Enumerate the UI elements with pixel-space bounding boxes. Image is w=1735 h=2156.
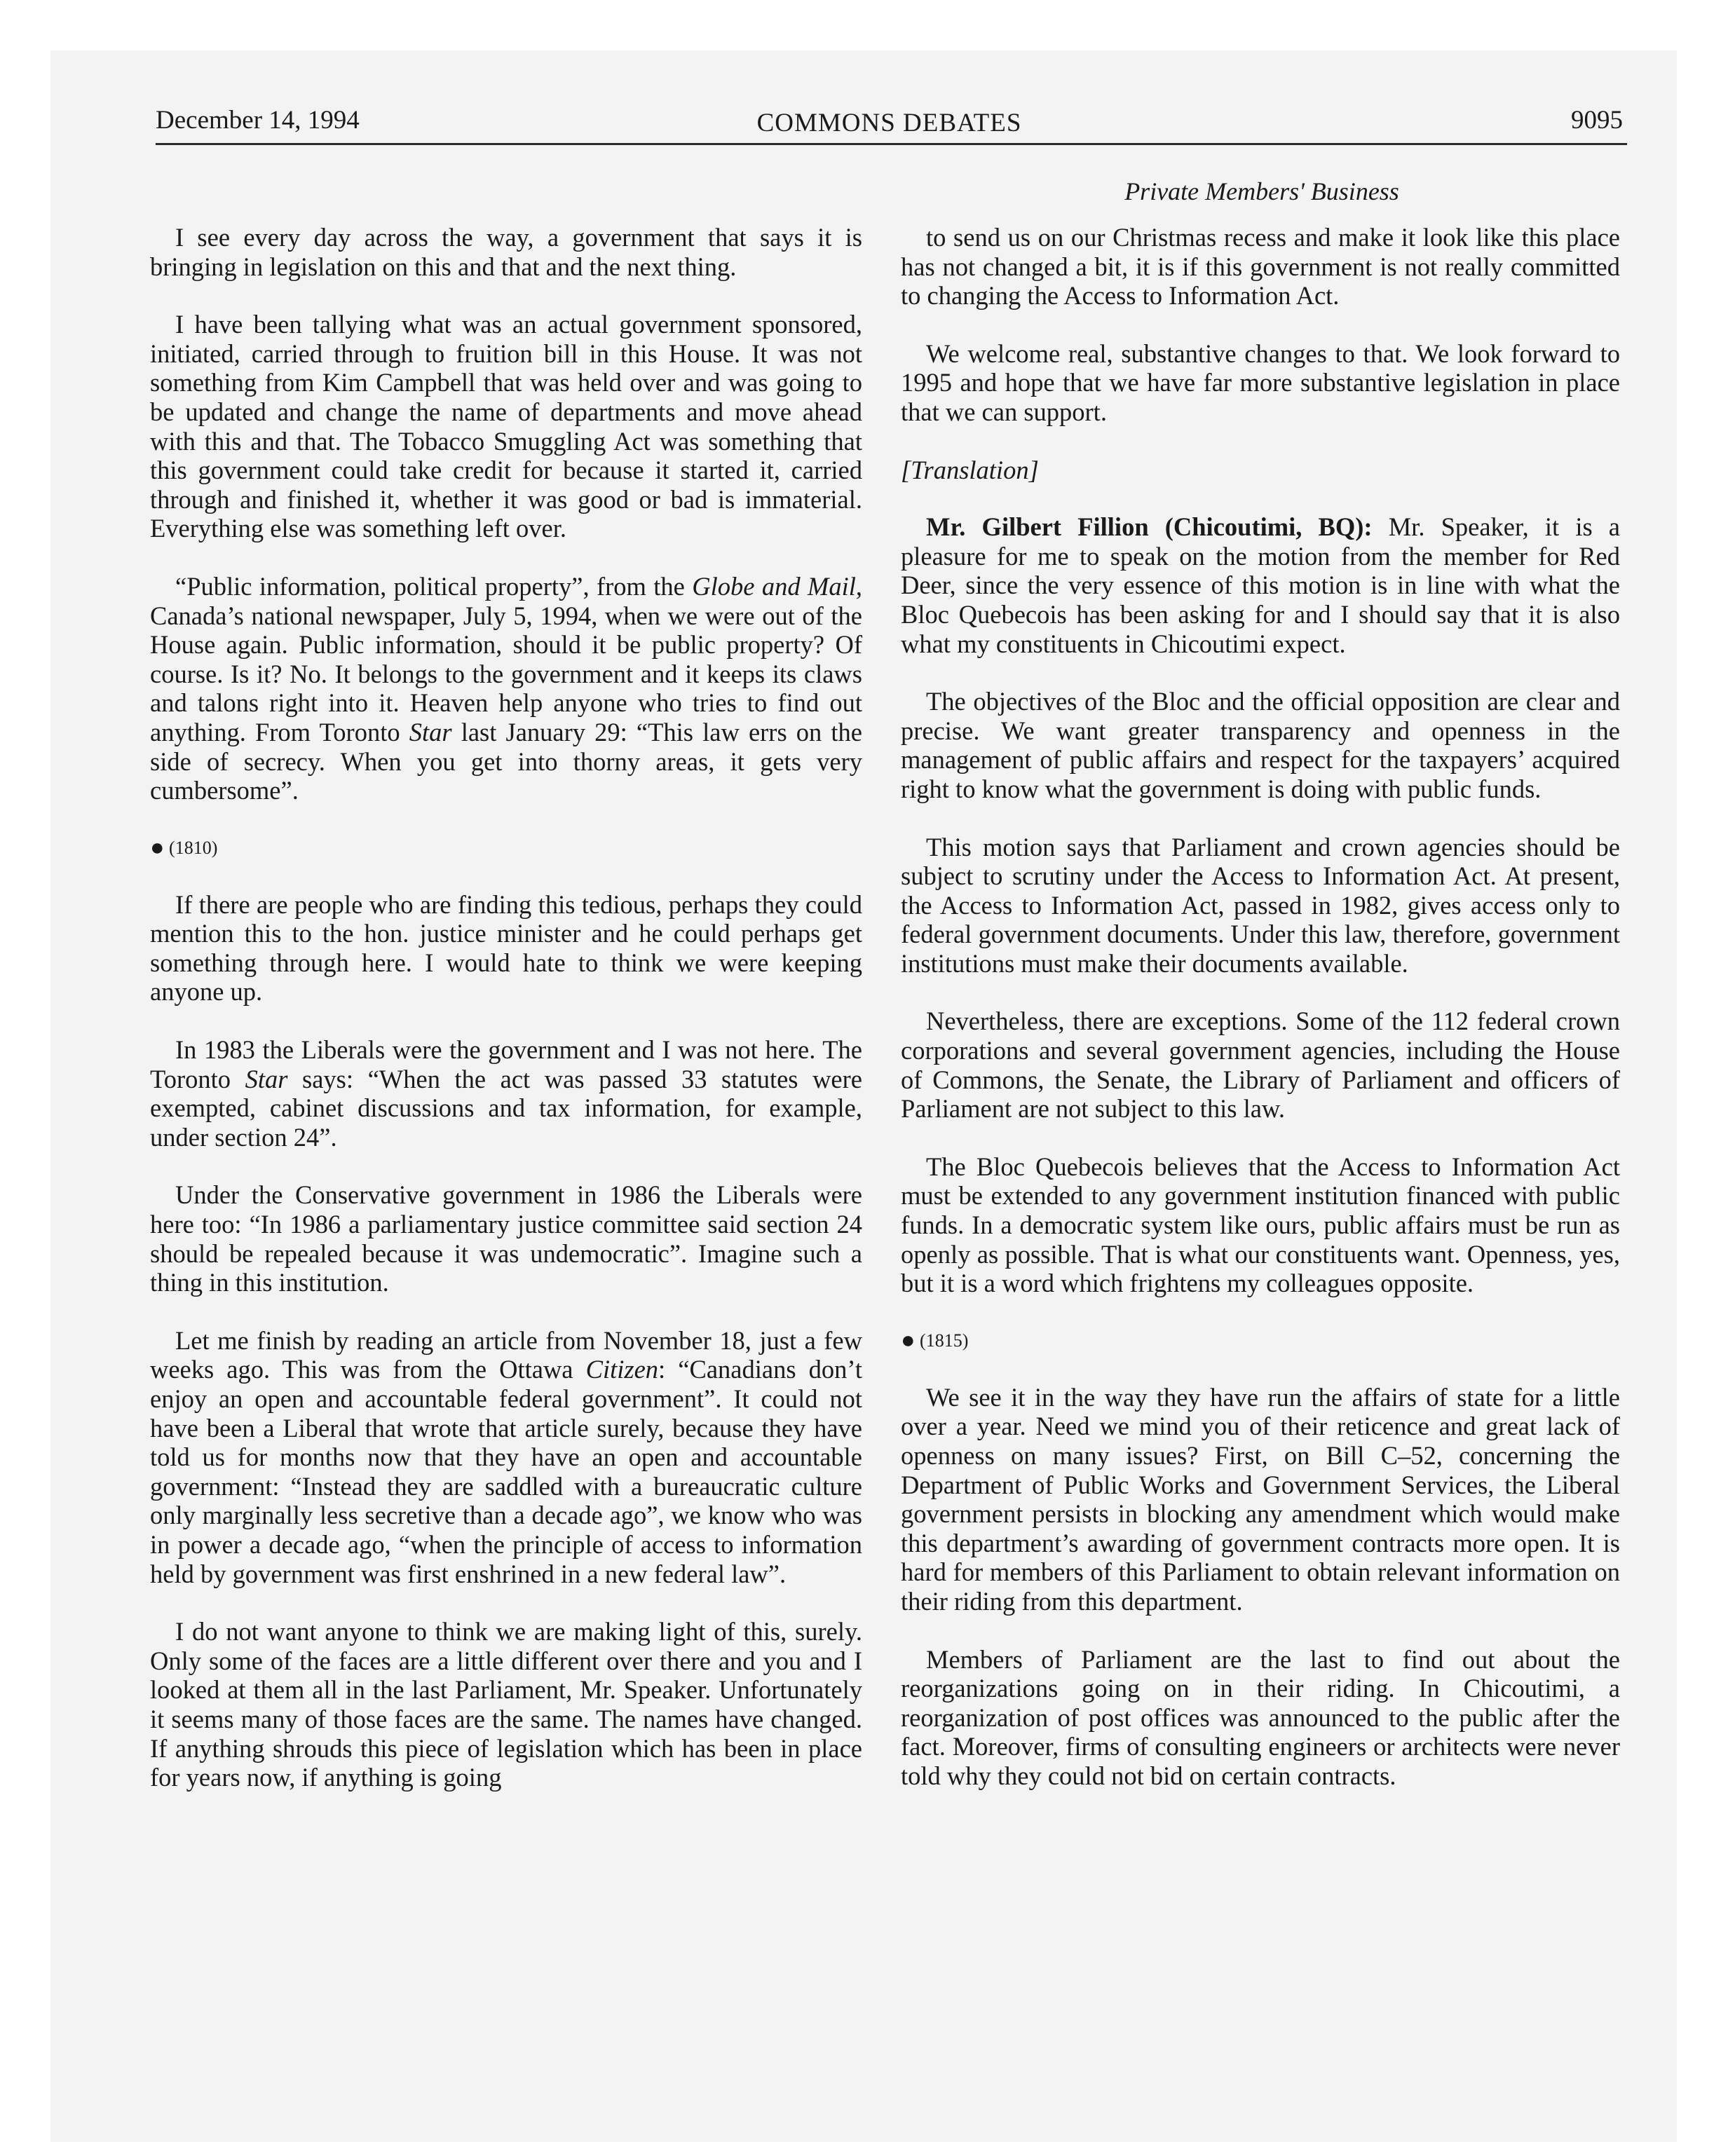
left-column xyxy=(150,223,862,1821)
paragraph xyxy=(150,1326,862,1588)
paragraph xyxy=(150,572,862,805)
text-run: “Public information, political property”, from the xyxy=(175,571,693,601)
bullet-icon: ● xyxy=(901,1327,916,1353)
time-marker xyxy=(901,1327,1620,1355)
paragraph xyxy=(150,1035,862,1152)
paragraph: to send us on our Christmas recess and make it look like this place has not changed a bit, it is if this government is not really committed to changing the Access to Information Act. xyxy=(901,223,1620,311)
text-run: last January 29: “This law errs on the side of secrecy. When you get into thorny areas, it gets very cumbersome”. xyxy=(150,717,863,805)
header-title: COMMONS DEBATES xyxy=(756,109,1022,137)
right-column xyxy=(901,223,1620,1820)
time-marker-label: (1810) xyxy=(169,837,218,858)
paragraph: Under the Conservative government in 1986 the Liberals were here too: “In 1986 a parliamentary justice committee said section 24 should be repealed because it was undemocratic”. Imagine such a thing in this institution. xyxy=(150,1180,862,1297)
paragraph: I see every day across the way, a government that says it is bringing in legislation on this and that and the next thing. xyxy=(150,223,862,281)
text-run: In 1983 the Liberals were the government and I was not here. The Toronto xyxy=(150,1035,862,1093)
paragraph: We welcome real, substantive changes to that. We look forward to 1995 and hope that we have far more substantive legislation in place that we can support. xyxy=(901,339,1620,426)
text-run: says: “When the act was passed 33 statutes were exempted, cabinet discussions and tax information, for example, under section 24”. xyxy=(150,1064,862,1152)
paragraph: Nevertheless, there are exceptions. Some of the 112 federal crown corporations and several government agencies, including the House of Commons, the Senate, the Library of Parliament and officers of Parliament are not subject to this law. xyxy=(901,1007,1620,1124)
paragraph: The objectives of the Bloc and the official opposition are clear and precise. We want greater transparency and openness in the management of public affairs and respect for the taxpayers’ acquired right to know what the government is doing with public funds. xyxy=(901,687,1620,803)
newspaper-name: Citizen xyxy=(585,1355,659,1384)
paragraph: The Bloc Quebecois believes that the Access to Information Act must be extended to any government institution financed with public funds. In a democratic system like ours, public affairs must be run as openly as possible. That is what our constituents want. Openness, yes, but it is a word which frightens my colleagues opposite. xyxy=(901,1152,1620,1298)
paragraph: I have been tallying what was an actual government sponsored, initiated, carried through to fruition bill in this House. It was not something from Kim Campbell that was held over and was going to be updated and change the name of departments and move ahead with this and that. The Tobacco Smuggling Act was something that this government could take credit for because it started it, carried through and finished it, whether it was good or bad is immaterial. Everything else was something left over. xyxy=(150,310,862,543)
paragraph: This motion says that Parliament and crown agencies should be subject to scrutiny under the Access to Information Act. At present, the Access to Information Act, passed in 1982, gives access only to federal government documents. Under this law, therefore, government institutions must make their documents available. xyxy=(901,832,1620,978)
newspaper-name: Star xyxy=(245,1064,288,1093)
paragraph: I do not want anyone to think we are making light of this, surely. Only some of the faces are a little different over there and you and I looked at them all in the last Parliament, Mr. Speaker. Unfortunately it seems many of those faces are the same. The names have changed. If anything shrouds this piece of legislation which has been in place for years now, if anything is going xyxy=(150,1617,862,1792)
newspaper-name: Star xyxy=(409,717,452,746)
text-run: , Canada’s national newspaper, July 5, 1994, when we were out of the House again. Public information, should it be public property? Of course. Is it? No. It belongs to the government and it keeps its claws and talons right into it. Heaven help anyone who tries to find out anything. From Toronto xyxy=(150,571,862,746)
page-header xyxy=(156,107,1623,149)
page-number: 9095 xyxy=(1571,106,1623,135)
text-run: Mr. Speaker, it is a pleasure for me to speak on the motion from the member for Red Deer, since the very essence of this motion is in line with what the Bloc Quebecois has been asking for and I should say that it is also what my constituents in Chicoutimi expect. xyxy=(901,512,1620,658)
time-marker-label: (1815) xyxy=(920,1330,969,1351)
paragraph xyxy=(901,512,1620,658)
paragraph: We see it in the way they have run the affairs of state for a little over a year. Need we mind you of their reticence and great lack of openness on many issues? First, on Bill C–52, concerning the Department of Public Works and Government Services, the Liberal government persists in blocking any amendment which would make this department’s awarding of government contracts more open. It is hard for members of this Parliament to obtain relevant information on their riding from this department. xyxy=(901,1382,1620,1616)
text-run: : “Canadians don’t enjoy an open and accountable federal government”. It could not have been a Liberal that wrote that article surely, because they have told us for months now that they have an open and accountable government: “Instead they are saddled with a bureaucratic culture only marginally less secretive than a decade ago”, we know who was in power a decade ago, “when the principle of access to information held by government was first enshrined in a new federal law”. xyxy=(150,1355,862,1588)
newspaper-name: Globe and Mail xyxy=(692,571,856,601)
bullet-icon: ● xyxy=(150,834,165,861)
time-marker xyxy=(150,834,862,862)
speaker-name: Mr. Gilbert Fillion (Chicoutimi, BQ): xyxy=(926,512,1373,542)
translation-label: [Translation] xyxy=(901,455,1039,484)
header-date: December 14, 1994 xyxy=(156,106,360,135)
header-rule xyxy=(156,143,1627,145)
text-run: Let me finish by reading an article from November 18, just a few weeks ago. This was from the Ottawa xyxy=(150,1325,862,1384)
paragraph: If there are people who are finding this tedious, perhaps they could mention this to the hon. justice minister and he could perhaps get something through here. I would hate to think we were keeping anyone up. xyxy=(150,889,862,1007)
section-title: Private Members' Business xyxy=(1124,177,1399,205)
paragraph: Members of Parliament are the last to find out about the reorganizations going on in their riding. In Chicoutimi, a reorganization of post offices was announced to the public after the fact. Moreover, firms of consulting engineers or architects were never told why they could not bid on certain contracts. xyxy=(901,1644,1620,1790)
